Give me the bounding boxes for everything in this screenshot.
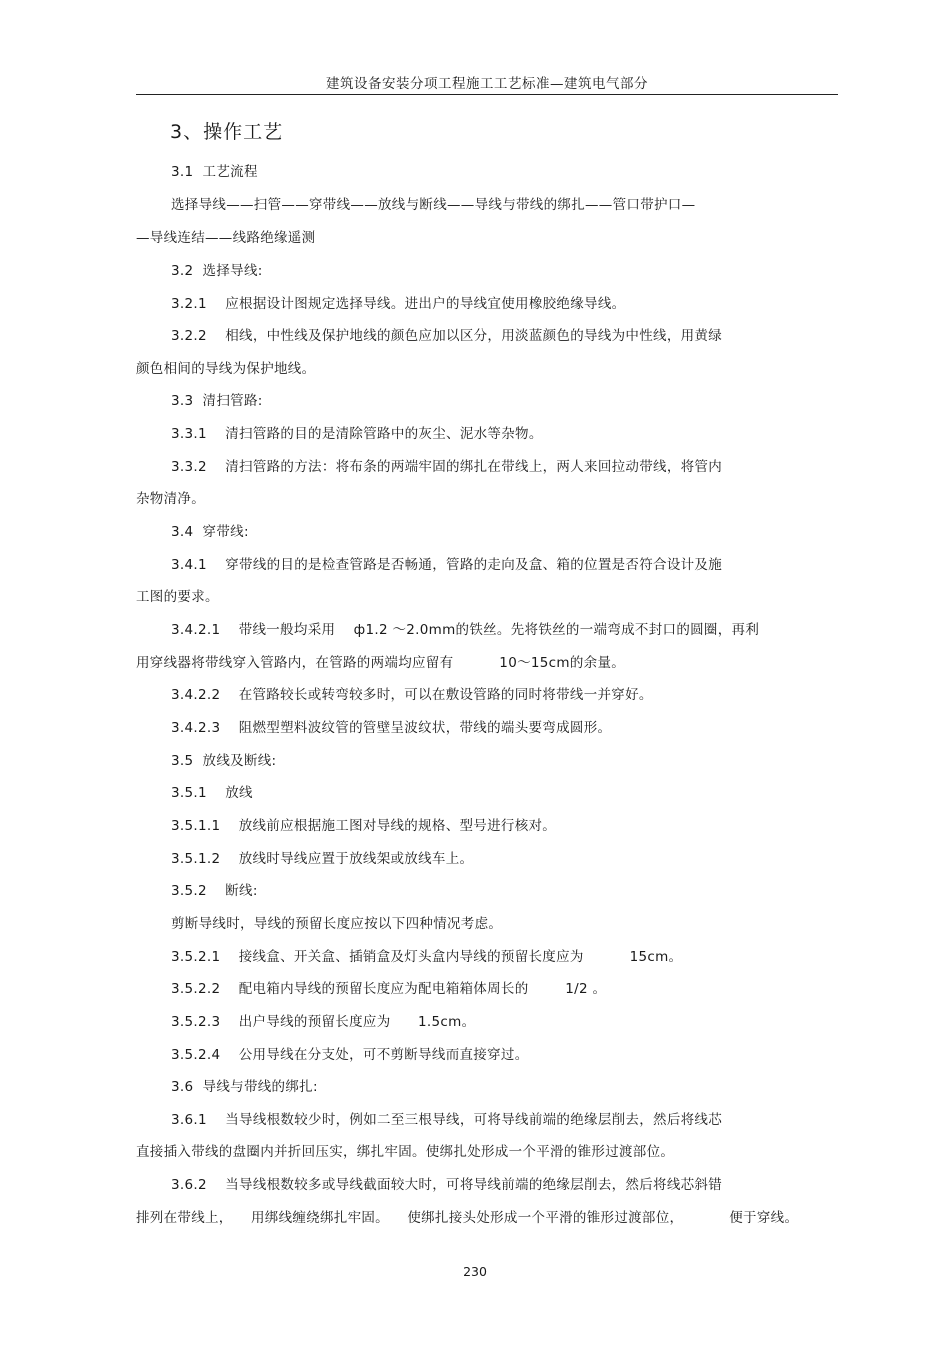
text-line: 3.5.2.3 出户导线的预留长度应为 1.5cm。 [171,1014,476,1030]
text-line: 3.5.2.1 接线盒、开关盒、插销盒及灯头盒内导线的预留长度应为 15cm。 [171,949,683,965]
text-line: 3.6.1 当导线根数较少时，例如二至三根导线，可将导线前端的绝缘层削去，然后将线芯 [171,1112,723,1128]
text-line: 3.5.2.2 配电箱内导线的预留长度应为配电箱箱体周长的 1/2 。 [171,981,607,997]
text-line: —导线连结——线路绝缘遥测 [136,230,316,246]
text-line: 选择导线——扫管——穿带线——放线与断线——导线与带线的绑扎——管口带护口— [171,197,696,213]
text-line: 3.4.1 穿带线的目的是检查管路是否畅通，管路的走向及盒、箱的位置是否符合设计及施 [171,557,723,573]
text-line: 3.2 选择导线: [171,263,263,279]
text-line: 剪断导线时，导线的预留长度应按以下四种情况考虑。 [171,916,503,932]
text-line: 3.5.2.4 公用导线在分支处，可不剪断导线而直接穿过。 [171,1047,529,1063]
text-line: 3.4 穿带线: [171,524,249,540]
text-line: 3.4.2.2 在管路较长或转弯较多时，可以在敷设管路的同时将带线一并穿好。 [171,687,653,703]
text-line: 3.6 导线与带线的绑扎: [171,1079,318,1095]
text-line: 3.5.1 放线 [171,785,253,801]
text-line: 3.5.2 断线: [171,883,258,899]
header-rule [136,94,838,95]
text-line: 3.6.2 当导线根数较多或导线截面较大时，可将导线前端的绝缘层削去，然后将线芯斜错 [171,1177,723,1193]
text-line: 颜色相间的导线为保护地线。 [136,361,316,377]
text-line: 杂物清净。 [136,491,205,507]
text-line: 3.5.1.2 放线时导线应置于放线架或放线车上。 [171,851,474,867]
section-title: 3、操作工艺 [170,121,284,143]
text-line: 3.5.1.1 放线前应根据施工图对导线的规格、型号进行核对。 [171,818,557,834]
page-number: 230 [463,1264,487,1279]
text-line: 3.2.2 相线，中性线及保护地线的颜色应加以区分，用淡蓝颜色的导线为中性线，用黄绿 [171,328,723,344]
running-header: 建筑设备安装分项工程施工工艺标准—建筑电气部分 [326,76,648,92]
text-line: 3.5 放线及断线: [171,753,277,769]
text-line: 直接插入带线的盘圈内并折回压实，绑扎牢固。使绑扎处形成一个平滑的锥形过渡部位。 [136,1144,675,1160]
text-line: 排列在带线上， 用绑线缠绕绑扎牢固。 使绑扎接头处形成一个平滑的锥形过渡部位， 便于穿线。 [136,1210,799,1226]
text-line: 3.3.2 清扫管路的方法：将布条的两端牢固的绑扎在带线上，两人来回拉动带线，将管内 [171,459,723,475]
text-line: 3.3 清扫管路: [171,393,263,409]
text-line: 工图的要求。 [136,589,219,605]
text-line: 3.4.2.1 带线一般均采用 ф1.2 ～2.0mm的铁丝。先将铁丝的一端弯成不封口的圆圈，再利 [171,622,760,638]
text-line: 3.3.1 清扫管路的目的是清除管路中的灰尘、泥水等杂物。 [171,426,543,442]
text-line: 3.2.1 应根据设计图规定选择导线。进出户的导线宜使用橡胶绝缘导线。 [171,296,626,312]
text-line: 3.1 工艺流程 [171,164,258,180]
text-line: 用穿线器将带线穿入管路内，在管路的两端均应留有 10～15cm的余量。 [136,655,626,671]
text-line: 3.4.2.3 阻燃型塑料波纹管的管壁呈波纹状，带线的端头要弯成圆形。 [171,720,612,736]
